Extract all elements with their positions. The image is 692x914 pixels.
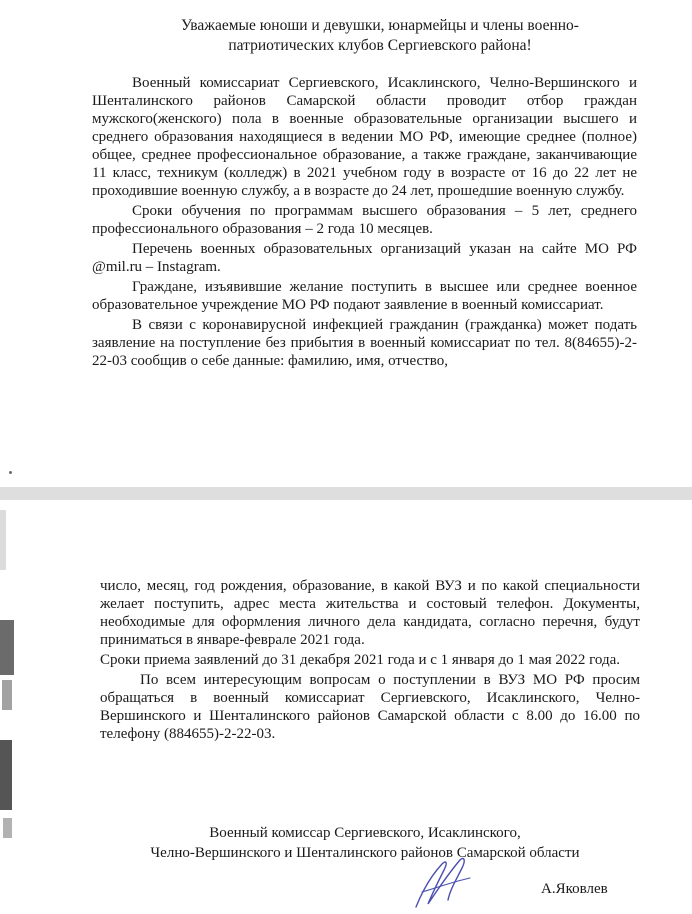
paragraph-selection-info: Военный комиссариат Сергиевского, Исаклинского, Челно-Вершинского и Шенталинского районов Самарской области проводит отбор граждан мужского(женского) пола в военные образовательные организации высшего и среднего образования находящиеся в ведении МО РФ, имеющие среднее (полное) общее, среднее профессиональное образование, а также граждане, заканчивающие 11 класс, техникум (колледж) в 2021 учебном году в возрасте от 16 до 22 лет не проходившие военную службу, а в возрасте до 24 лет, прошедшие военную службу. bbox=[92, 75, 637, 199]
paragraph-required-data: число, месяц, год рождения, образование, в какой ВУЗ и по какой специальности желает поступить, адрес места жительства и состовый телефон. Документы, необходимые для оформления личного дела кандидата, согласно перечня, будут приниматься в январе-феврале 2021 года. bbox=[100, 578, 640, 648]
letter-title bbox=[120, 16, 640, 56]
title-line-1: Уважаемые юноши и девушки, юнармейцы и члены военно- bbox=[181, 17, 579, 34]
signer-name: А.Яковлев bbox=[541, 881, 608, 897]
signature-title-line-1: Военный комиссар Сергиевского, Исаклинского, bbox=[209, 825, 521, 841]
handwritten-signature-icon bbox=[408, 852, 478, 912]
page-separator bbox=[0, 487, 692, 500]
page2-body bbox=[100, 577, 640, 745]
signature-block bbox=[130, 823, 600, 863]
title-line-2: патриотических клубов Сергиевского района! bbox=[228, 37, 532, 54]
paragraph-contacts: По всем интересующим вопросам о поступлении в ВУЗ МО РФ просим обращаться в военный комиссариат Сергиевского, Исаклинского, Челно-Вершинского и Шенталинского районов Самарской области с 8.00 до 16.00 по телефону (884655)-2-22-03. bbox=[100, 672, 640, 742]
paragraph-study-terms: Сроки обучения по программам высшего образования – 5 лет, среднего профессионального образования – 2 года 10 месяцев. bbox=[92, 203, 637, 237]
paragraph-application: Граждане, изъявившие желание поступить в высшее или среднее военное образовательное учреждение МО РФ подают заявление в военный комиссариат. bbox=[92, 279, 637, 313]
paragraph-institutions-list: Перечень военных образовательных организаций указан на сайте МО РФ @mil.ru – Instagram. bbox=[92, 241, 637, 275]
paragraph-remote-application: В связи с коронавирусной инфекцией гражданин (гражданка) может подать заявление на поступление без прибытия в военный комиссариат по тел. 8(84655)-2-22-03 сообщив о себе данные: фамилию, имя, отчество, bbox=[92, 317, 637, 369]
scan-speck bbox=[9, 471, 12, 474]
scan-edge-smudge bbox=[0, 500, 20, 914]
document-page-2 bbox=[0, 500, 692, 914]
paragraph-deadlines: Сроки приема заявлений до 31 декабря 2021 года и с 1 января до 1 мая 2022 года. bbox=[100, 652, 620, 668]
page1-body bbox=[92, 74, 637, 372]
signature-title-line-2: Челно-Вершинского и Шенталинского районов Самарской области bbox=[150, 845, 580, 861]
